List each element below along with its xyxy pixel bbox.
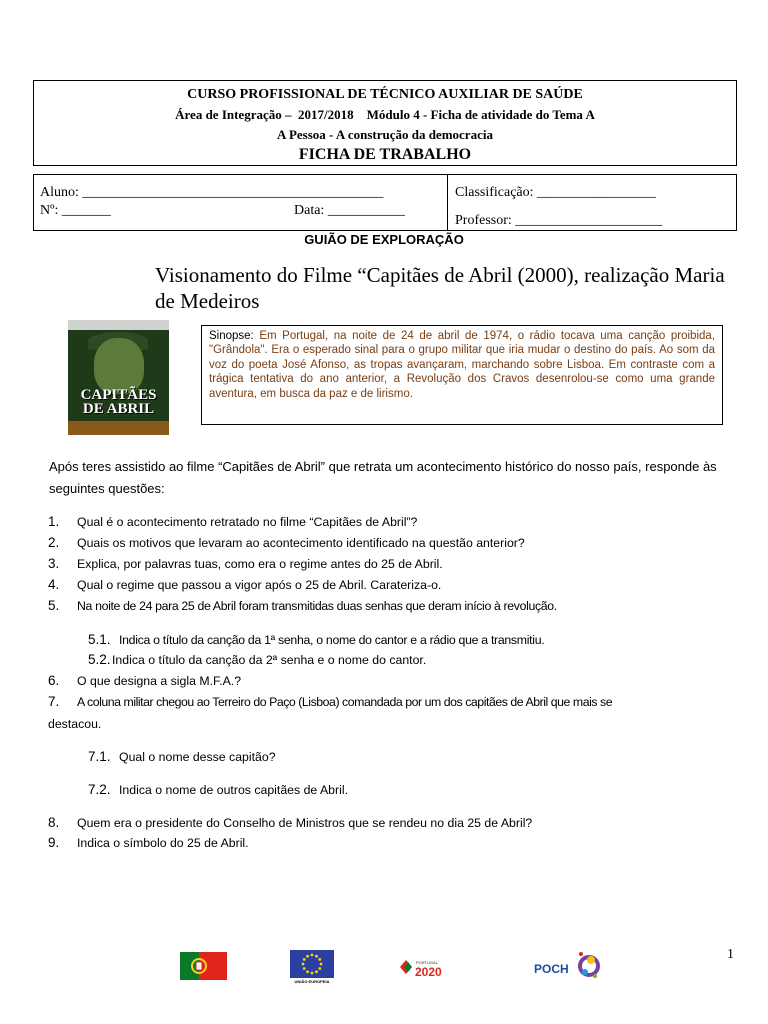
professor-field[interactable]: Professor: _____________________ xyxy=(455,213,663,228)
eu-caption: UNIÃO EUROPEIA xyxy=(294,979,330,984)
film-poster-image xyxy=(68,320,169,435)
question-number: 9. xyxy=(48,835,60,850)
portugal-flag-logo xyxy=(180,952,227,980)
question-number: 7.1. xyxy=(88,749,111,764)
question-number: 1. xyxy=(48,514,60,529)
classification-field[interactable]: Classificação: _________________ xyxy=(455,185,657,200)
pt2020-small-text: PORTUGAL xyxy=(416,960,438,965)
student-number-field[interactable]: Nº: _______ xyxy=(40,203,111,218)
film-title: Visionamento do Filme “Capitães de Abril (2000), realização Maria de Medeiros xyxy=(155,263,725,313)
intro-text: Após teres assistido ao filme “Capitães de Abril” que retrata um acontecimento histórico do nosso país, responde às seguintes questões: xyxy=(49,459,717,496)
question-text: Qual é o acontecimento retratado no filme “Capitães de Abril”? xyxy=(77,515,418,529)
question-text: Quais os motivos que levaram ao acontecimento identificado na questão anterior? xyxy=(77,536,525,550)
pt2020-big-text: 2020 xyxy=(415,965,442,978)
poster-top-band xyxy=(68,320,169,330)
question-number: 5.2. xyxy=(88,652,111,667)
question-text: Qual o nome desse capitão? xyxy=(119,750,276,764)
date-field[interactable]: Data: ___________ xyxy=(294,203,405,218)
header-box xyxy=(33,80,737,166)
question-number: 5. xyxy=(48,598,60,613)
question-text: Indica o título da canção da 1ª senha, o nome do cantor e a rádio que a transmitiu. xyxy=(119,633,545,647)
question-number: 4. xyxy=(48,577,60,592)
theme-line: A Pessoa - A construção da democracia xyxy=(277,127,493,142)
question-text: Indica o título da canção da 2ª senha e o nome do cantor. xyxy=(112,653,427,667)
question-number: 7.2. xyxy=(88,782,111,797)
question-text: Quem era o presidente do Conselho de Ministros que se rendeu no dia 25 de Abril? xyxy=(77,816,533,830)
synopsis-text: Em Portugal, na noite de 24 de abril de 1974, o rádio tocava uma canção proibida, "Grândola". Era o esperado sinal para o grupo militar que iria mudar o destino do país. Ao som da voz do poeta José Afonso, as tropas avançaram, marchando sobre Lisboa. Em contraste com a trágica tentativa do ano anterior, a Revolução dos Cravos desenrolou-se como uma grande aventura, em busca da paz e de lirismo. xyxy=(209,330,715,400)
question-text: Na noite de 24 para 25 de Abril foram transmitidas duas senhas que deram início à revolução. xyxy=(77,599,557,613)
student-box-divider xyxy=(447,175,448,230)
question-number: 7. xyxy=(48,694,60,709)
synopsis-box xyxy=(201,325,723,425)
question-number: 8. xyxy=(48,815,60,830)
question-text: Indica o nome de outros capitães de Abril. xyxy=(119,783,348,797)
portugal-2020-logo xyxy=(398,956,468,978)
poster-title-line2: DE ABRIL xyxy=(82,401,155,417)
poster-title xyxy=(68,388,169,416)
question-text: Indica o símbolo do 25 de Abril. xyxy=(77,836,249,850)
area-line: Área de Integração – 2017/2018 Módulo 4 - Ficha de atividade do Tema A xyxy=(175,107,595,122)
question-number: 3. xyxy=(48,556,60,571)
poch-logo xyxy=(533,948,603,984)
poster-title-line1: CAPITÃES xyxy=(80,387,157,403)
question-number: 6. xyxy=(48,673,60,688)
sheet-title: FICHA DE TRABALHO xyxy=(298,146,472,163)
question-text: Explica, por palavras tuas, como era o regime antes do 25 de Abril. xyxy=(77,557,443,571)
poch-text: POCH xyxy=(534,962,569,976)
synopsis-label: Sinopse: xyxy=(209,330,254,342)
question-number: 2. xyxy=(48,535,60,550)
eu-flag-logo xyxy=(290,950,334,978)
question-text: Qual o regime que passou a vigor após o 25 de Abril. Carateriza-o. xyxy=(77,578,442,592)
course-title: CURSO PROFISSIONAL DE TÉCNICO AUXILIAR DE SAÚDE xyxy=(187,87,583,102)
student-info-box xyxy=(33,174,737,231)
question-text: A coluna militar chegou ao Terreiro do Paço (Lisboa) comandada por um dos capitães de Abril que mais se xyxy=(77,695,613,709)
guide-title: GUIÃO DE EXPLORAÇÃO xyxy=(304,232,464,247)
question-number: 5.1. xyxy=(88,632,111,647)
page-number: 1 xyxy=(727,947,734,962)
poster-soldier-shape xyxy=(94,338,144,394)
question-text: O que designa a sigla M.F.A.? xyxy=(77,674,242,688)
student-name-field[interactable]: Aluno: ___________________________________________ xyxy=(40,185,384,200)
poster-bottom-band xyxy=(68,421,169,435)
question-text: destacou. xyxy=(48,717,102,731)
